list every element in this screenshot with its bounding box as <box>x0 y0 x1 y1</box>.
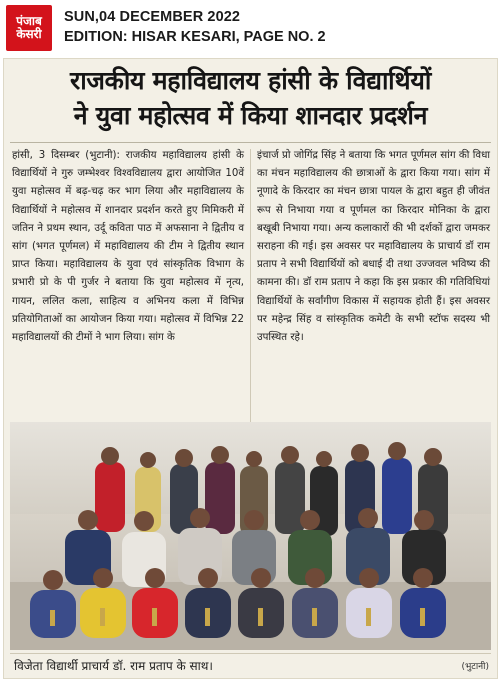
article-headline <box>4 63 497 133</box>
photo-caption-bar <box>10 653 491 676</box>
masthead <box>0 0 499 56</box>
edition-name: EDITION: HISAR KESARI, PAGE NO. 2 <box>64 29 326 45</box>
group-photo <box>10 422 491 650</box>
edition-date: SUN,04 DECEMBER 2022 <box>64 9 241 25</box>
logo-line-2: केसरी <box>16 27 42 41</box>
headline-rule <box>10 142 491 143</box>
headline-line-2: ने युवा महोत्सव में किया शानदार प्रदर्शन <box>73 101 428 130</box>
column-divider <box>250 149 251 427</box>
newspaper-logo <box>6 5 52 51</box>
article-clipping <box>3 58 498 679</box>
photo-people-illustration <box>10 422 491 650</box>
article-column-right: इंचार्ज प्रो जोगिंद्र सिंह ने बताया कि भगत पूर्णमल सांग की विधा का मंचन महाविद्यालय की छात्राओं के द्वारा किया गया। सांग में नूणादे के किरदार का मंचन छात्रा पायल के द्वारा बहुत ही जीवंत रूप से निभाया गया व पूर्णमल का किरदार मोनिका के द्वारा बखूबी निभाया गया। अन्य कलाकारों की भी दर्शकों द्वारा जमकर सराहना की गई। इस अवसर पर महाविद्यालय के प्राचार्य डॉ राम प्रताप ने सभी विद्यार्थियों को बधाई दी तथा उज्जवल भविष्य की कामना की। डॉ राम प्रताप ने कहा कि इस प्रकार की गतिविधियां विद्यार्थियों के सर्वांगीण विकास में सहायक होती हैं। इस अवसर पर महेन्द्र सिंह व सांस्कृतिक कमेटी के सभी स्टॉफ सदस्य भी उपस्थित रहे। <box>257 150 490 344</box>
headline-line-1: राजकीय महाविद्यालय हांसी के विद्यार्थियों <box>69 66 432 95</box>
logo-line-1: पंजाब <box>16 14 42 29</box>
photo-caption: विजेता विद्यार्थी प्राचार्य डॉ. राम प्रताप के साथ। <box>14 659 213 673</box>
article-column-left: हांसी, 3 दिसम्बर (भुटानी): राजकीय महाविद्यालय हांसी के विद्यार्थियों ने गुरु जम्भेश्वर विश्वविद्यालय द्वारा आयोजित 10वें युवा महोत्सव में बढ़-चढ़ कर भाग लिया और महाविद्यालय के विद्यार्थियों ने महोत्सव में शानदार प्रदर्शन करते हुए मिमिकरी में जतिन ने प्रथम स्थान, उर्दू कविता पाठ में अफसाना ने द्वितीय व सांग (भगत पूर्णमल) में महाविद्यालय की टीम ने द्वितीय स्थान प्राप्त किया। महाविद्यालय के युवा एवं सांस्कृतिक विभाग के प्रभारी प्रो के पी गुर्जर ने बताया कि युवा महोत्सव में नृत्य, गायन, ललित कला, साहित्य व अभिनय कला में विभिन्न प्रतियोगिताओं का आयोजन किया गया। महोत्सव में विभिन्न 22 महाविद्यालयों की टीमों ने भाग लिया। सांग के <box>12 150 244 344</box>
photo-credit: (भुटानी) <box>461 662 489 672</box>
